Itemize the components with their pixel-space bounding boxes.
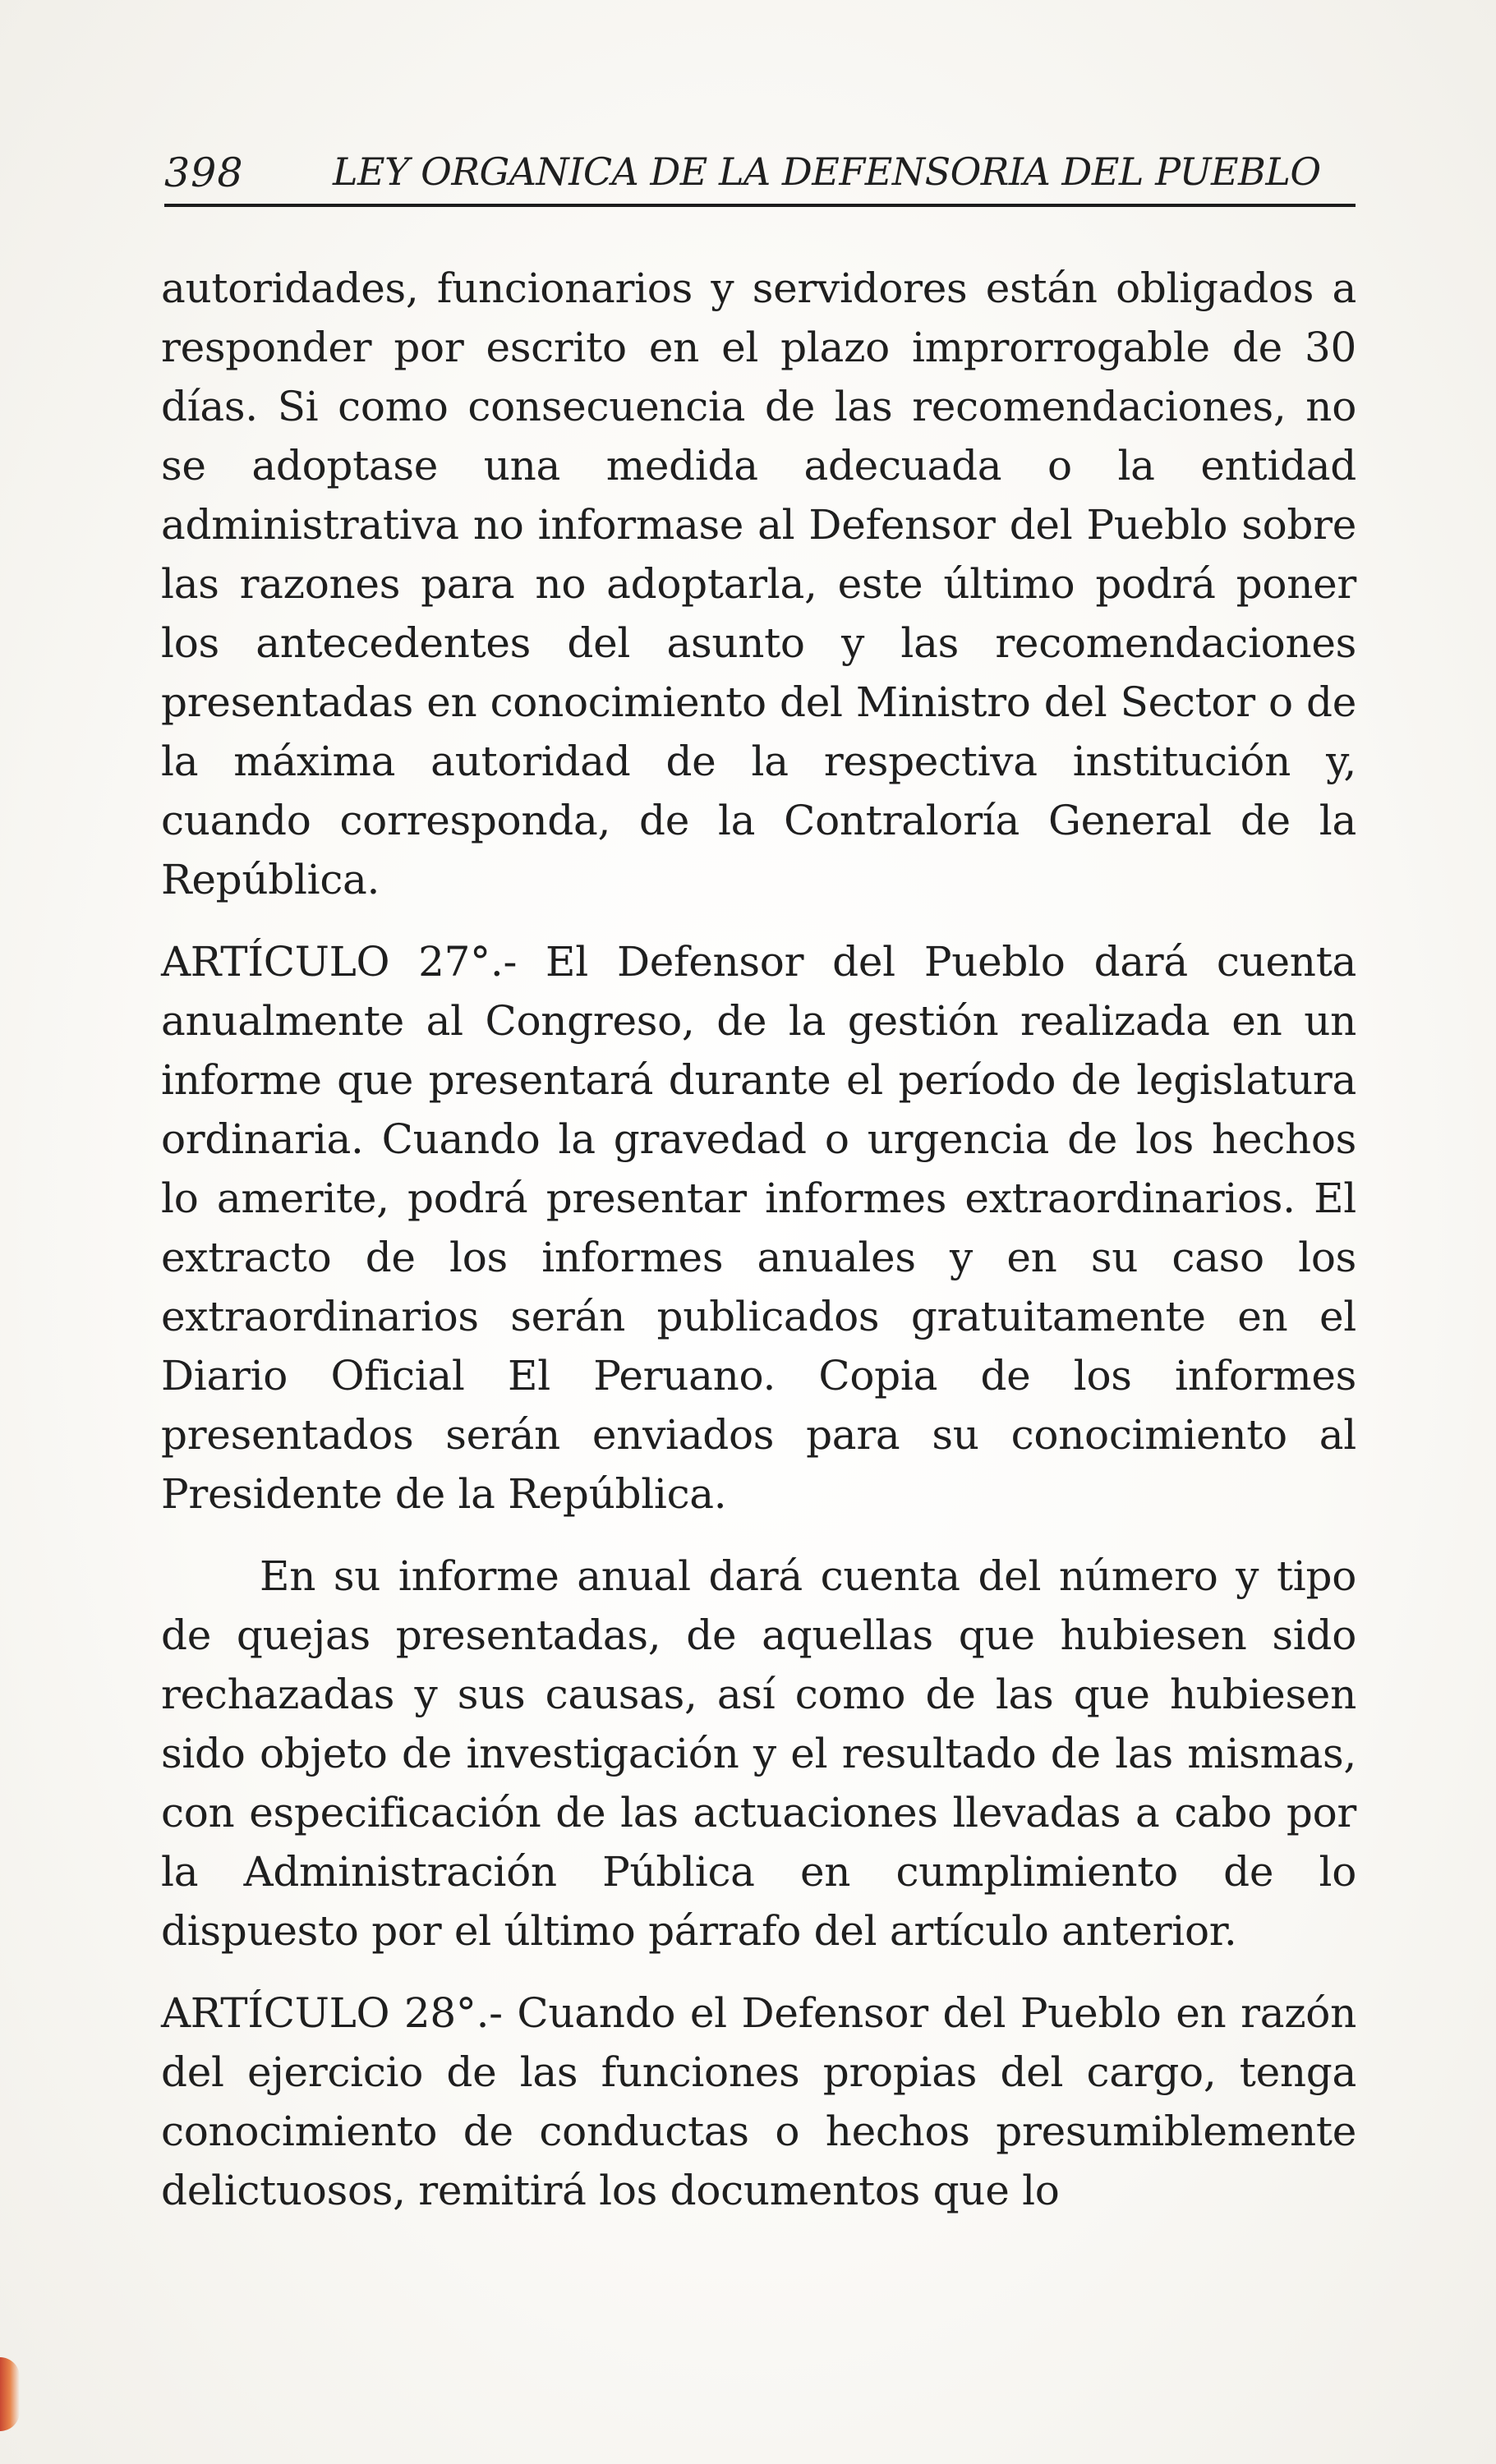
paragraph-continuation: autoridades, funcionarios y servidores están obligados a responder por escrito en el plazo improrrogable de 30 días. Si como consecuencia de las recomendaciones, no se adoptase una medida adecuada o la entidad administrativa no informase al Defensor del Pueblo sobre las razones para no adoptarla, este último podrá poner los antecedentes del asunto y las recomendaciones presentadas en conocimiento del Ministro del Sector o de la máxima autoridad de la respectiva institución y, cuando corresponda, de la Contraloría General de la República. bbox=[161, 264, 1356, 903]
page-edge-mark bbox=[0, 2357, 20, 2431]
page-header bbox=[164, 140, 1356, 207]
running-title: LEY ORGANICA DE LA DEFENSORIA DEL PUEBLO bbox=[333, 149, 1321, 194]
paragraph-article-27: ARTÍCULO 27°.- El Defensor del Pueblo dará cuenta anualmente al Congreso, de la gestión realizada en un informe que presentará durante el período de legislatura ordinaria. Cuando la gravedad o urgencia de los hechos lo amerite, podrá presentar informes extraordinarios. El extracto de los informes anuales y en su caso los extraordinarios serán publicados gratuitamente en el Diario Oficial El Peruano. Copia de los informes presentados serán enviados para su conocimiento al Presidente de la República. bbox=[161, 938, 1356, 1518]
paragraph-article-27-continued: En su informe anual dará cuenta del número y tipo de quejas presentadas, de aquellas que hubiesen sido rechazadas y sus causas, así como de las que hubiesen sido objeto de investigación y el resultado de las mismas, con especificación de las actuaciones llevadas a cabo por la Administración Pública en cumplimiento de lo dispuesto por el último párrafo del artículo anterior. bbox=[161, 1552, 1356, 1955]
page-number: 398 bbox=[164, 149, 244, 196]
body-text bbox=[161, 259, 1356, 2243]
paragraph-article-28: ARTÍCULO 28°.- Cuando el Defensor del Pueblo en razón del ejercicio de las funciones propias del cargo, tenga conocimiento de conductas o hechos presumiblemente delictuosos, remitirá los documentos que lo bbox=[161, 1989, 1356, 2214]
